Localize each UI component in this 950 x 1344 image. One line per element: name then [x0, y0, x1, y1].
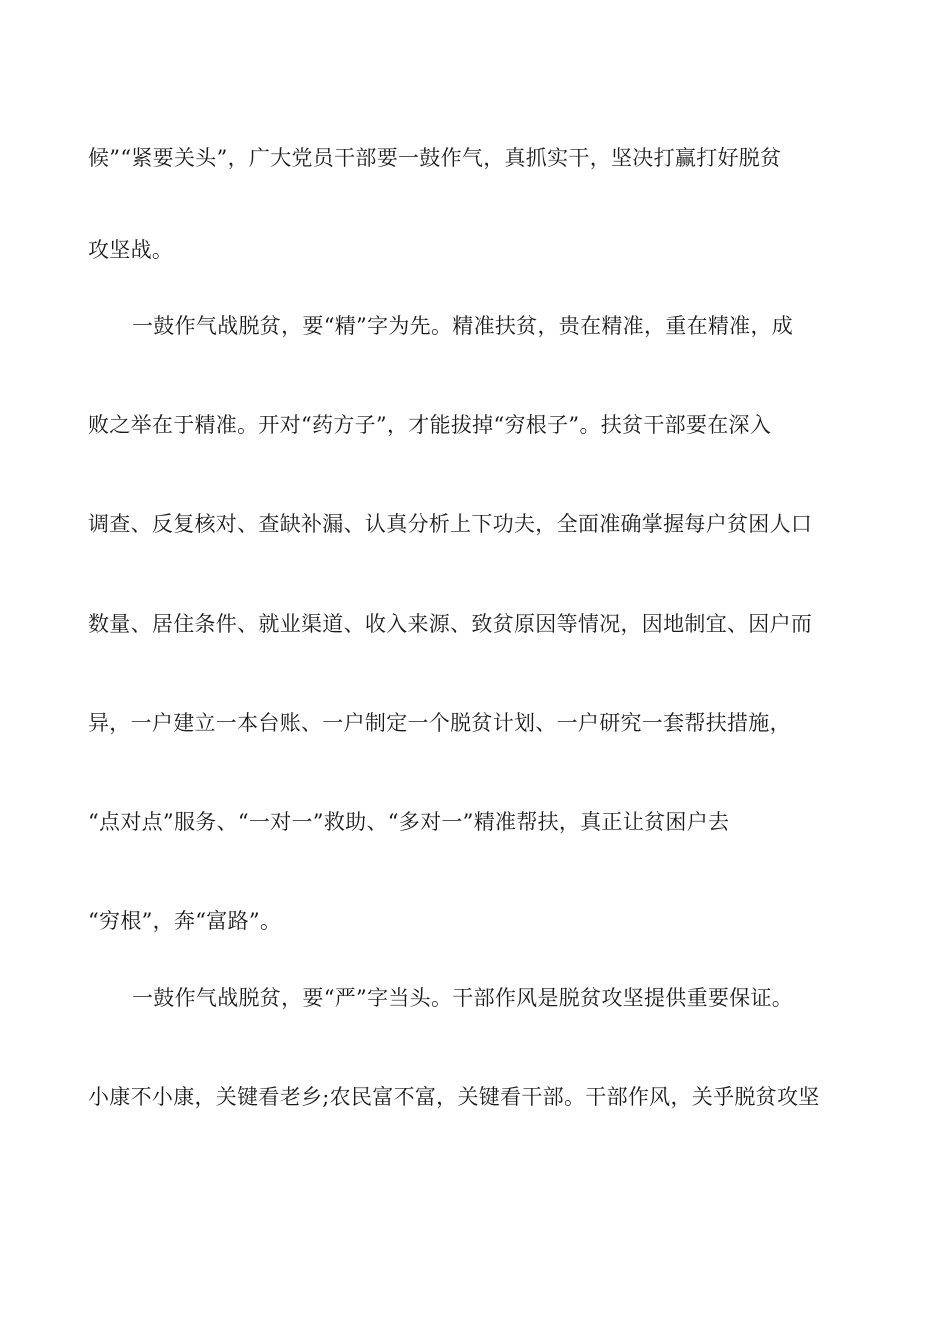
- text-line-9: “穷根”，奔“富路”。: [88, 909, 282, 933]
- paragraph-start-line-10: 一鼓作气战脱贫，要“严”字当头。干部作风是脱贫攻坚提供重要保证。: [132, 986, 794, 1010]
- text-line-6: 数量、居住条件、就业渠道、收入来源、致贫原因等情况，因地制宜、因户而: [88, 612, 813, 636]
- text-line-1: 候”“紧要关头”，广大党员干部要一鼓作气，真抓实干，坚决打赢打好脱贫: [88, 146, 782, 170]
- text-line-8: “点对点”服务、“一对一”救助、“多对一”精准帮扶，真正让贫困户去: [88, 810, 730, 834]
- text-line-11: 小康不小康，关键看老乡;农民富不富，关键看干部。干部作风，关乎脱贫攻坚: [88, 1085, 820, 1109]
- text-line-4: 败之举在于精准。开对“药方子”，才能拔掉“穷根子”。扶贫干部要在深入: [88, 413, 772, 437]
- paragraph-start-line-3: 一鼓作气战脱贫，要“精”字为先。精准扶贫，贵在精准，重在精准，成: [132, 314, 794, 338]
- text-line-5: 调查、反复核对、查缺补漏、认真分析上下功夫，全面准确掌握每户贫困人口: [88, 512, 813, 536]
- text-line-7: 异，一户建立一本台账、一户制定一个脱贫计划、一户研究一套帮扶措施，: [88, 711, 791, 735]
- text-line-2: 攻坚战。: [88, 238, 174, 262]
